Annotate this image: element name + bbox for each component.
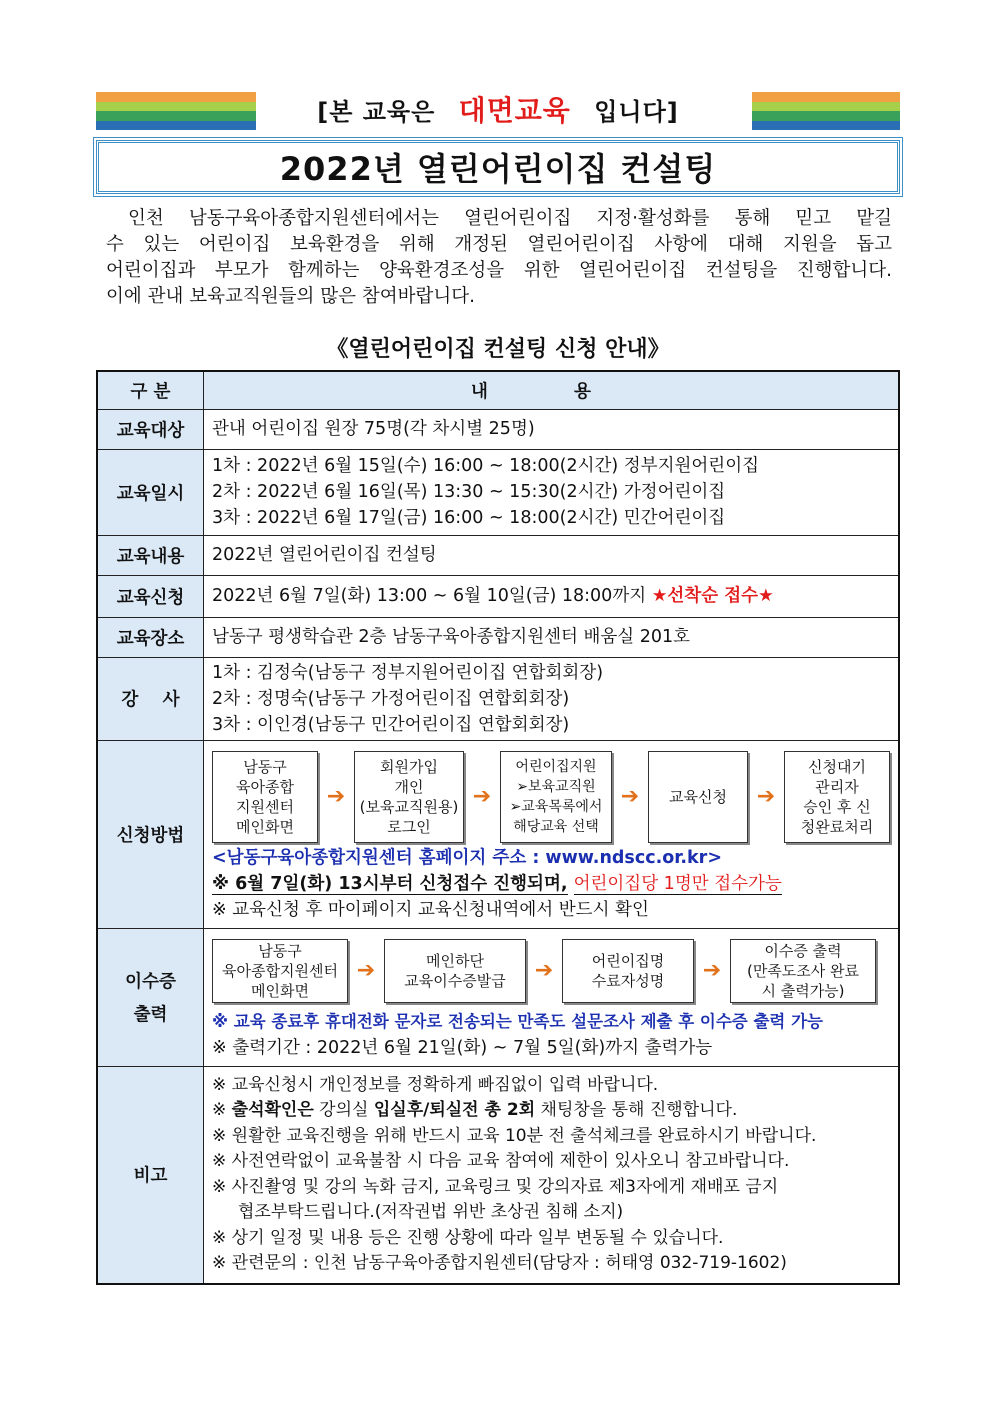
flow-step	[354, 751, 464, 843]
intro-paragraph	[106, 206, 892, 310]
table-header-row	[97, 371, 899, 409]
method-notice-b: 어린이집당 1명만 접수가능	[573, 874, 782, 894]
flow-step	[784, 751, 890, 843]
flow-step-text: 시 출력가능)	[761, 982, 845, 1000]
row-value	[204, 449, 900, 535]
row-value	[204, 657, 900, 740]
flow-step	[212, 939, 348, 1003]
remark-text: 채팅창을 통해 진행합니다.	[535, 1100, 738, 1121]
row-label: 교육내용	[97, 535, 204, 575]
flow-step-text: 남동구	[243, 758, 287, 776]
row-label: 비고	[97, 1066, 204, 1284]
flow-step-text: 청완료처리	[800, 818, 874, 836]
remark-text-bold: 입실후/퇴실전 총 2회	[373, 1100, 536, 1121]
notice-highlight: 대면교육	[458, 94, 571, 127]
table-row-place	[97, 617, 899, 657]
arrow-right-icon: ➔	[356, 958, 376, 983]
header-cell-content: 내 용	[204, 371, 900, 409]
method-notice	[212, 871, 890, 897]
table-row-content	[97, 535, 899, 575]
apply-flow	[212, 751, 890, 843]
arrow-right-icon: ➔	[756, 784, 776, 809]
flow-step-text: 승인 후 신	[803, 798, 871, 816]
table-row-remarks	[97, 1066, 899, 1284]
flow-step	[500, 751, 612, 843]
notice-header	[96, 92, 900, 132]
flow-step-text: ➢교육목록에서	[509, 799, 603, 815]
intro-line: 이에 관내 보육교직원들의 많은 참여바랍니다.	[106, 286, 475, 307]
flow-step	[562, 939, 694, 1003]
method-note: ※ 교육신청 후 마이페이지 교육신청내역에서 반드시 확인	[212, 900, 649, 920]
flow-step-text: 어린이집지원	[515, 759, 597, 775]
flow-step-text: 개인	[394, 778, 424, 796]
info-table	[96, 370, 900, 1285]
table-row-certificate	[97, 928, 899, 1066]
apply-period: 2022년 6월 7일(화) 13:00 ~ 6월 10일(금) 18:00까지	[212, 586, 647, 606]
flow-step-text: 이수증 출력	[764, 942, 842, 960]
lecturer-item: 3차 : 이인경(남동구 민간어린이집 연합회회장)	[212, 714, 570, 735]
header-cell-category: 구 분	[97, 371, 204, 409]
remark-text-bold: 출석확인은	[231, 1100, 314, 1121]
flow-step-text: 로그인	[387, 818, 431, 836]
row-label-line: 출력	[133, 1005, 168, 1025]
row-label: 신청방법	[97, 740, 204, 928]
flow-step-text: 관리자	[815, 778, 859, 796]
row-label: 교육대상	[97, 409, 204, 449]
intro-line: 인천 남동구육아종합지원센터에서는 열린어린이집 지정·활성화를 통해 믿고 맡길	[128, 208, 892, 229]
flow-step-text: 교육이수증발급	[404, 972, 506, 990]
arrow-right-icon: ➔	[702, 958, 722, 983]
intro-line: 수 있는 어린이집 보육환경을 위해 개정된 열린어린이집 사항에 대해 지원을 돕고	[106, 234, 892, 255]
certificate-flow	[212, 939, 890, 1003]
row-value	[204, 740, 900, 928]
homepage-url: <남동구육아종합지원센터 홈페이지 주소 : www.ndscc.or.kr>	[212, 848, 722, 868]
flow-step-text: 지원센터	[236, 798, 294, 816]
notice-suffix: 입니다]	[594, 98, 679, 126]
flow-step	[384, 939, 526, 1003]
remark-text: 강의실	[313, 1100, 374, 1121]
remark-item: ※ 원활한 교육진행을 위해 반드시 교육 10분 전 출석체크를 완료하시기 바랍니다.	[212, 1125, 817, 1146]
row-value: 2022년 열린어린이집 컨설팅	[204, 535, 900, 575]
flow-step-text: (보육교직원용)	[359, 798, 459, 816]
flow-step-text: 육아종합지원센터	[222, 962, 338, 980]
section-subtitle: 《열린어린이집 컨설팅 신청 안내》	[326, 337, 670, 362]
remark-item: 협조부탁드립니다.(저작권법 위반 초상권 침해 소지)	[238, 1202, 624, 1223]
table-row-lecturers	[97, 657, 899, 740]
row-label-line: 이수증	[125, 972, 176, 992]
method-notice-a: ※ 6월 7일(화) 13시부터 신청접수 진행되며,	[212, 874, 568, 894]
flow-step-text: 육아종합	[236, 778, 294, 796]
row-value	[204, 575, 900, 617]
flow-step	[212, 751, 318, 843]
title-box	[96, 140, 900, 194]
flow-step-text: 어린이집명	[591, 952, 665, 970]
flow-step-text: 메인화면	[251, 982, 309, 1000]
notice-prefix: [본 교육은	[317, 98, 436, 126]
remark-item: ※ 교육신청시 개인정보를 정확하게 빠짐없이 입력 바랍니다.	[212, 1074, 659, 1095]
flow-step-text: 남동구	[258, 942, 302, 960]
decorative-stripe-right	[752, 92, 900, 130]
row-value: 남동구 평생학습관 2층 남동구육아종합지원센터 배움실 201호	[204, 617, 900, 657]
arrow-right-icon: ➔	[326, 784, 346, 809]
row-value	[204, 928, 900, 1066]
arrow-right-icon: ➔	[472, 784, 492, 809]
table-row-target	[97, 409, 899, 449]
row-label: 교육장소	[97, 617, 204, 657]
remark-item	[212, 1098, 890, 1124]
flow-step	[730, 939, 876, 1003]
row-label: 교육신청	[97, 575, 204, 617]
flow-step-text: 메인화면	[236, 818, 294, 836]
flow-step-text: ➢보육교직원	[516, 779, 596, 795]
remark-item: ※ 사전연락없이 교육불참 시 다음 교육 참여에 제한이 있사오니 참고바랍니다.	[212, 1151, 790, 1172]
flow-step-text: 수료자성명	[591, 972, 665, 990]
schedule-item: 2차 : 2022년 6월 16일(목) 13:30 ~ 15:30(2시간) 가정어린이집	[212, 482, 726, 502]
page-title: 2022년 열린어린이집 컨설팅	[279, 150, 717, 188]
intro-line: 어린이집과 부모가 함께하는 양육환경조성을 위한 열린어린이집 컨설팅을 진행합니다.	[106, 260, 892, 281]
flow-step-text: 해당교육 선택	[513, 819, 599, 835]
remark-item: ※ 사진촬영 및 강의 녹화 금지, 교육링크 및 강의자료 제3자에게 재배포 금지	[212, 1176, 779, 1197]
row-label: 강 사	[97, 657, 204, 740]
certificate-notice: ※ 교육 종료후 휴대전화 문자로 전송되는 만족도 설문조사 제출 후 이수증 출력 가능	[212, 1012, 823, 1031]
remark-item: ※ 관련문의 : 인천 남동구육아종합지원센터(담당자 : 허태영 032-719-1602)	[212, 1253, 787, 1274]
arrow-right-icon: ➔	[534, 958, 554, 983]
flow-step-text: 교육신청	[669, 788, 727, 806]
flow-step-text: (만족도조사 완료	[746, 962, 860, 980]
flow-step-text: 회원가입	[380, 758, 438, 776]
lecturer-item: 1차 : 김정숙(남동구 정부지원어린이집 연합회회장)	[212, 662, 604, 683]
flow-step-text: 메인하단	[426, 952, 484, 970]
table-row-schedule	[97, 449, 899, 535]
table-row-method	[97, 740, 899, 928]
schedule-item: 3차 : 2022년 6월 17일(금) 16:00 ~ 18:00(2시간) 민간어린이집	[212, 508, 726, 528]
certificate-period: ※ 출력기간 : 2022년 6월 21일(화) ~ 7월 5일(화)까지 출력가능	[212, 1038, 713, 1058]
remark-item: ※ 상기 일정 및 내용 등은 진행 상황에 따라 일부 변동될 수 있습니다.	[212, 1227, 724, 1248]
row-value: 관내 어린이집 원장 75명(각 차시별 25명)	[204, 409, 900, 449]
row-label	[97, 928, 204, 1066]
arrow-right-icon: ➔	[620, 784, 640, 809]
row-value	[204, 1066, 900, 1284]
remark-text: ※	[212, 1100, 232, 1121]
flow-step-text: 신청대기	[808, 758, 866, 776]
row-label: 교육일시	[97, 449, 204, 535]
schedule-item: 1차 : 2022년 6월 15일(수) 16:00 ~ 18:00(2시간) 정부지원어린이집	[212, 456, 760, 476]
table-row-apply	[97, 575, 899, 617]
flow-step	[648, 751, 748, 843]
apply-first-come-badge: ★선착순 접수★	[651, 586, 774, 606]
lecturer-item: 2차 : 정명숙(남동구 가정어린이집 연합회회장)	[212, 688, 570, 709]
